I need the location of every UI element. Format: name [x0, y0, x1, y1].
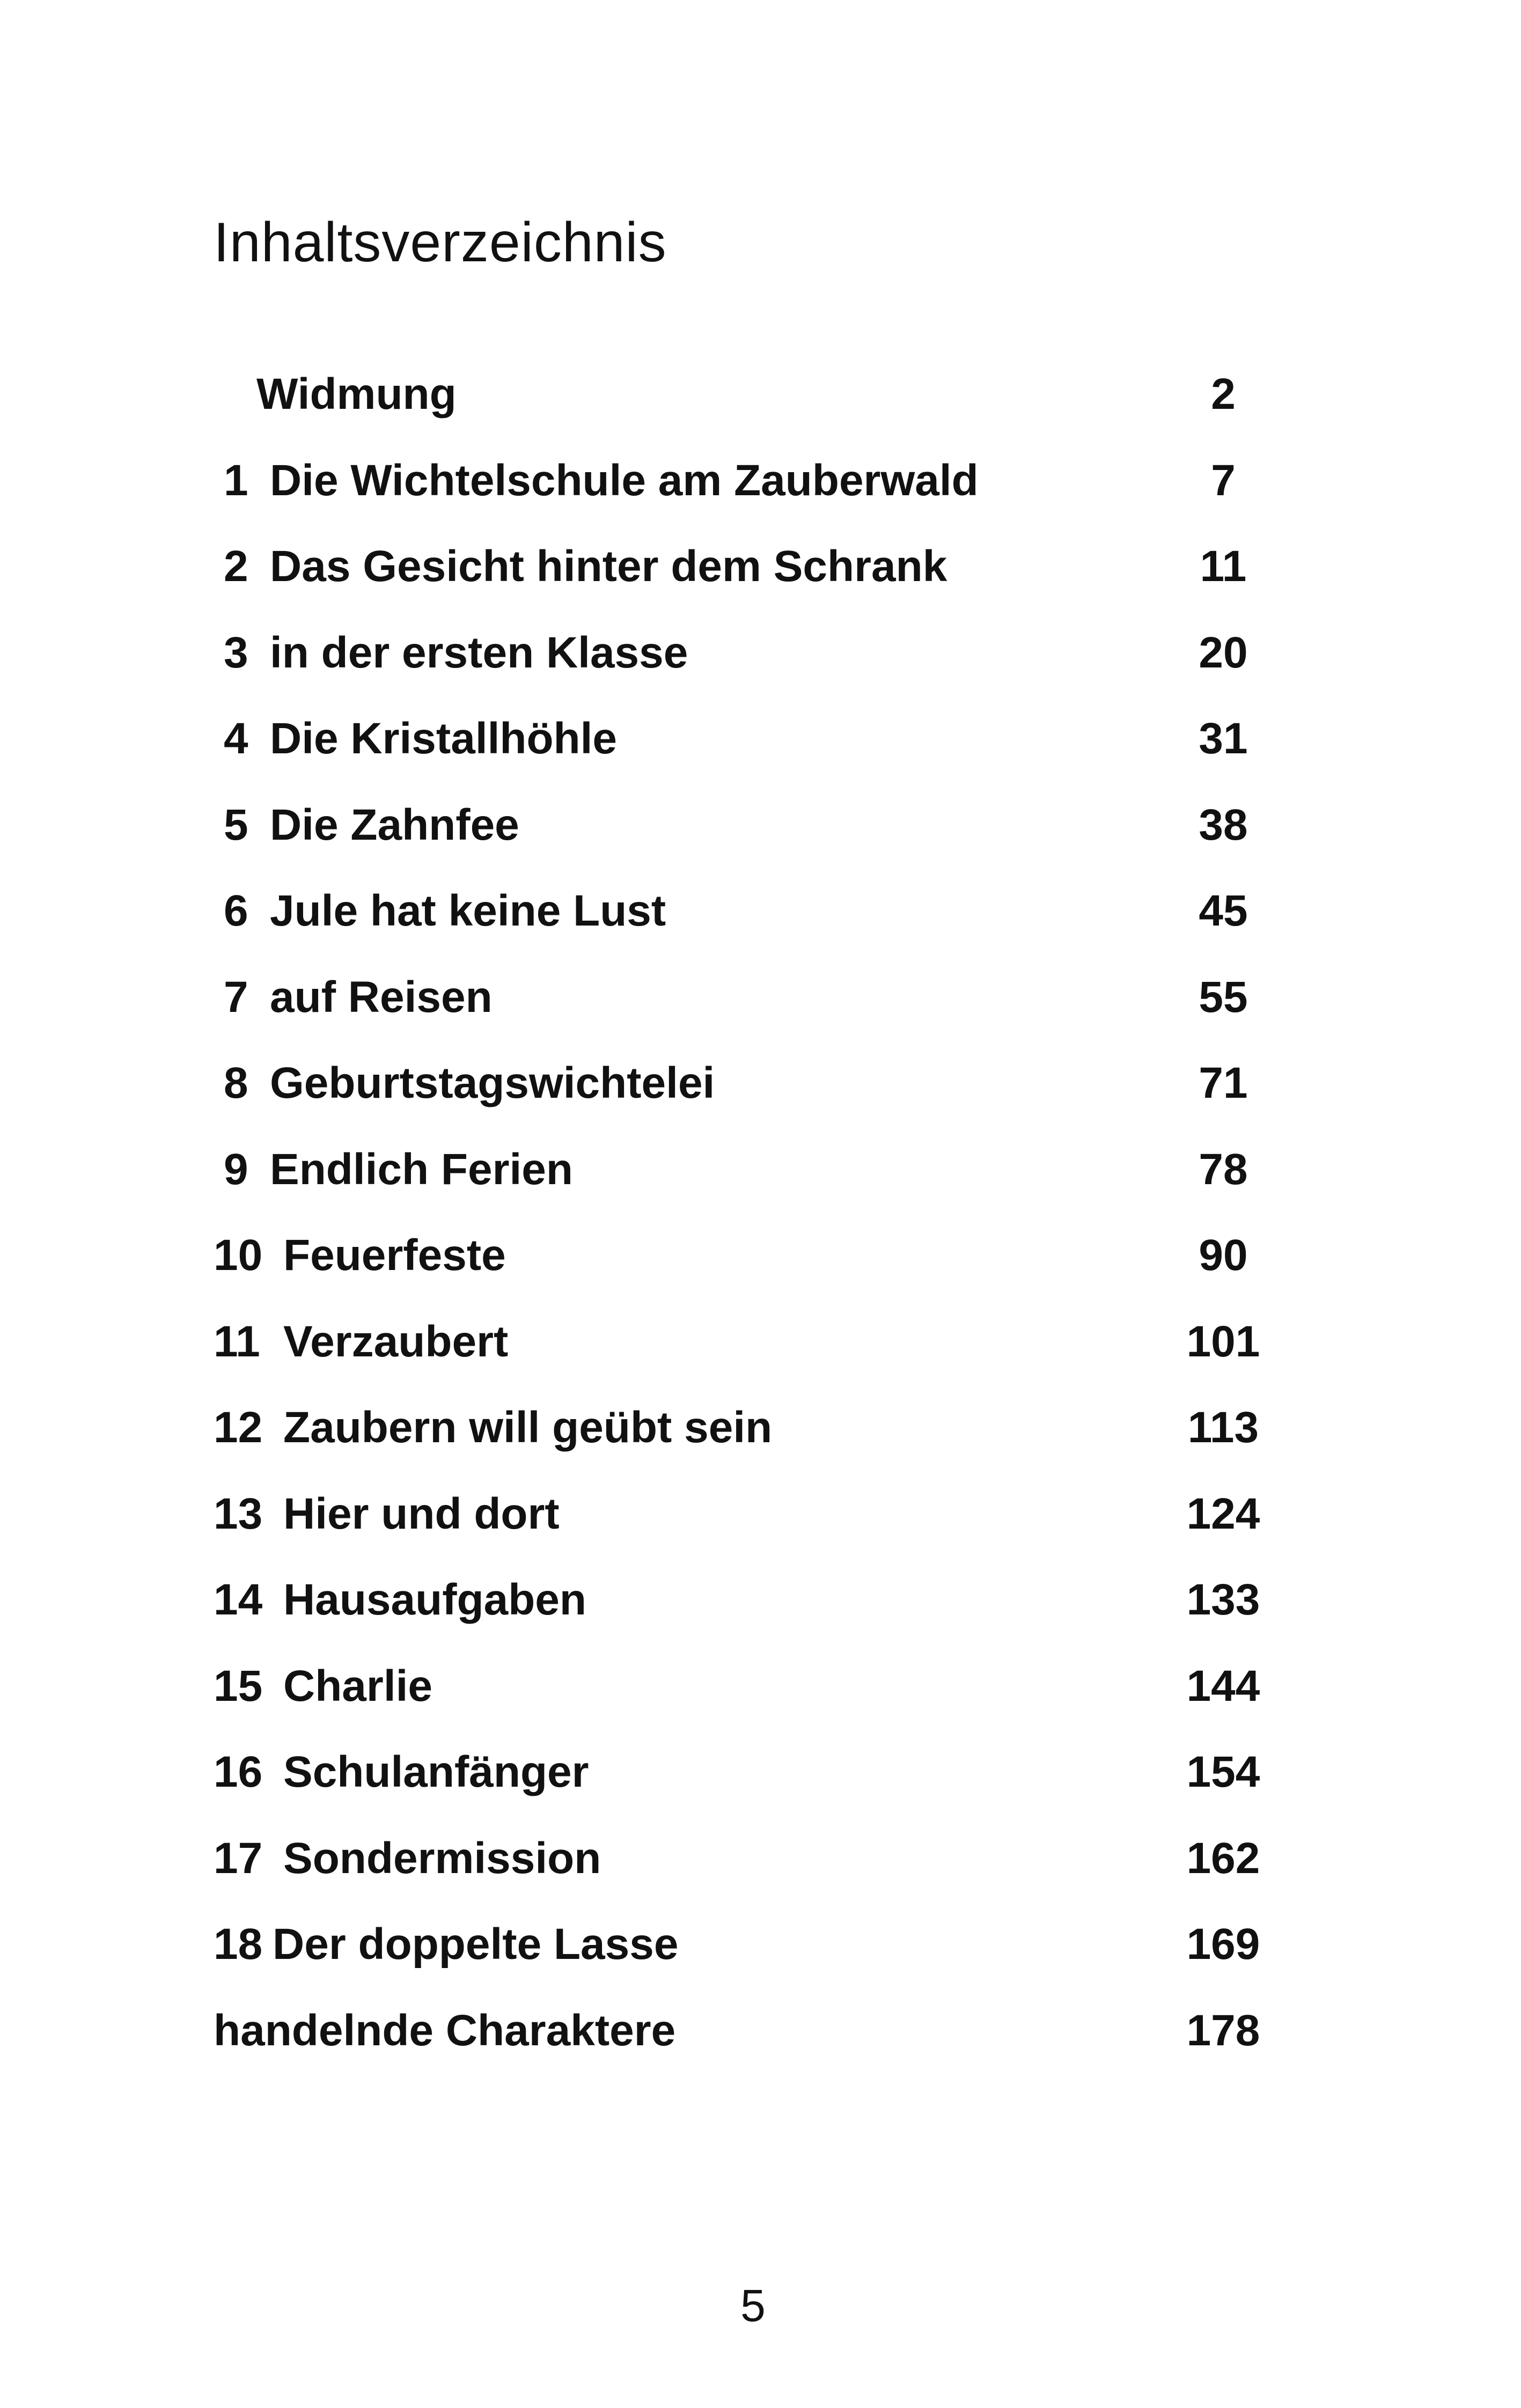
toc-entry-title: Der doppelte Lasse — [273, 1920, 679, 1969]
toc-entry — [0, 1829, 1521, 1915]
toc-entry-number: 13 — [214, 1489, 263, 1538]
toc-entry-page: 144 — [1186, 1661, 1260, 1710]
toc-entry — [0, 1743, 1521, 1829]
toc-entry-page: 162 — [1186, 1833, 1260, 1883]
toc-entry-page: 55 — [1199, 972, 1248, 1022]
page-title: Inhaltsverzeichnis — [214, 211, 667, 274]
toc-entry — [0, 1140, 1521, 1227]
toc-entry-number: 5 — [224, 800, 248, 849]
toc-entry-number: 2 — [224, 542, 248, 591]
toc-entry-title: in der ersten Klasse — [270, 628, 688, 677]
toc-entry — [0, 623, 1521, 710]
toc-entry-title: Charlie — [283, 1661, 432, 1710]
table-of-contents — [0, 365, 1521, 2087]
toc-entry — [0, 1570, 1521, 1657]
toc-entry-page: 7 — [1211, 456, 1236, 505]
toc-entry-page: 38 — [1199, 800, 1248, 849]
toc-entry-page: 154 — [1186, 1748, 1260, 1796]
toc-entry — [0, 537, 1521, 623]
toc-entry — [0, 2001, 1521, 2088]
toc-entry-title: Endlich Ferien — [270, 1144, 573, 1194]
toc-entry-title: auf Reisen — [270, 972, 493, 1022]
toc-entry — [0, 1915, 1521, 2001]
toc-entry-title: Jule hat keine Lust — [270, 886, 666, 935]
toc-entry-title: Hausaufgaben — [283, 1575, 586, 1624]
toc-entry — [0, 882, 1521, 968]
page-number: 5 — [740, 2280, 766, 2331]
toc-entry-title: Zaubern will geübt sein — [283, 1403, 773, 1452]
toc-entry-page: 31 — [1199, 714, 1248, 763]
toc-entry-number: 3 — [224, 628, 248, 677]
toc-entry-number: 6 — [224, 886, 248, 935]
toc-entry — [0, 968, 1521, 1054]
toc-entry — [0, 796, 1521, 882]
toc-entry-number: 8 — [224, 1059, 248, 1107]
toc-entry — [0, 1657, 1521, 1743]
toc-entry-title: Verzaubert — [283, 1317, 509, 1366]
toc-entry-title: Die Kristallhöhle — [270, 714, 618, 763]
toc-entry-page: 178 — [1186, 2006, 1260, 2055]
toc-entry-title: Das Gesicht hinter dem Schrank — [270, 542, 947, 591]
toc-entry-title: Schulanfänger — [283, 1748, 589, 1796]
toc-entry-number: 16 — [214, 1748, 263, 1796]
toc-entry-page: 20 — [1199, 628, 1248, 677]
toc-entry-number: 11 — [214, 1317, 260, 1366]
toc-entry-page: 2 — [1211, 370, 1236, 419]
toc-entry — [0, 709, 1521, 796]
toc-entry-page: 124 — [1186, 1489, 1260, 1538]
toc-entry-page: 169 — [1186, 1920, 1260, 1969]
toc-entry-page: 45 — [1199, 886, 1248, 935]
toc-entry-title: Feuerfeste — [283, 1231, 506, 1280]
toc-entry-number: 14 — [214, 1575, 263, 1624]
toc-entry — [0, 1485, 1521, 1571]
toc-entry-number: 15 — [214, 1661, 263, 1710]
toc-entry-page: 101 — [1186, 1317, 1260, 1366]
toc-entry-number: 17 — [214, 1833, 263, 1883]
toc-entry-title: Hier und dort — [283, 1489, 560, 1538]
toc-entry-page: 90 — [1199, 1231, 1248, 1280]
toc-entry-title: Geburtstagswichtelei — [270, 1059, 715, 1107]
toc-entry-number: 12 — [214, 1403, 263, 1452]
toc-entry-number: 7 — [224, 972, 248, 1022]
toc-entry — [0, 1226, 1521, 1312]
toc-entry — [0, 1054, 1521, 1140]
toc-entry — [0, 1312, 1521, 1399]
toc-entry-page: 133 — [1186, 1575, 1260, 1624]
toc-entry-page: 11 — [1200, 542, 1247, 591]
toc-entry-number: 9 — [224, 1144, 248, 1194]
toc-entry-title: Widmung — [256, 370, 457, 419]
toc-entry — [0, 365, 1521, 451]
toc-entry-number: 10 — [214, 1231, 263, 1280]
toc-entry-number: 18 — [214, 1920, 263, 1969]
toc-entry-number: 4 — [224, 714, 248, 763]
toc-entry-page: 78 — [1199, 1144, 1248, 1194]
toc-entry-title: Sondermission — [283, 1833, 601, 1883]
toc-entry — [0, 451, 1521, 538]
toc-entry-page: 113 — [1187, 1403, 1259, 1452]
toc-entry-number: 1 — [224, 456, 248, 505]
toc-entry-title: Die Zahnfee — [270, 800, 519, 849]
toc-entry-title: Die Wichtelschule am Zauberwald — [270, 456, 979, 505]
toc-entry — [0, 1398, 1521, 1485]
toc-entry-title: handelnde Charaktere — [214, 2006, 676, 2055]
toc-entry-page: 71 — [1199, 1059, 1248, 1107]
